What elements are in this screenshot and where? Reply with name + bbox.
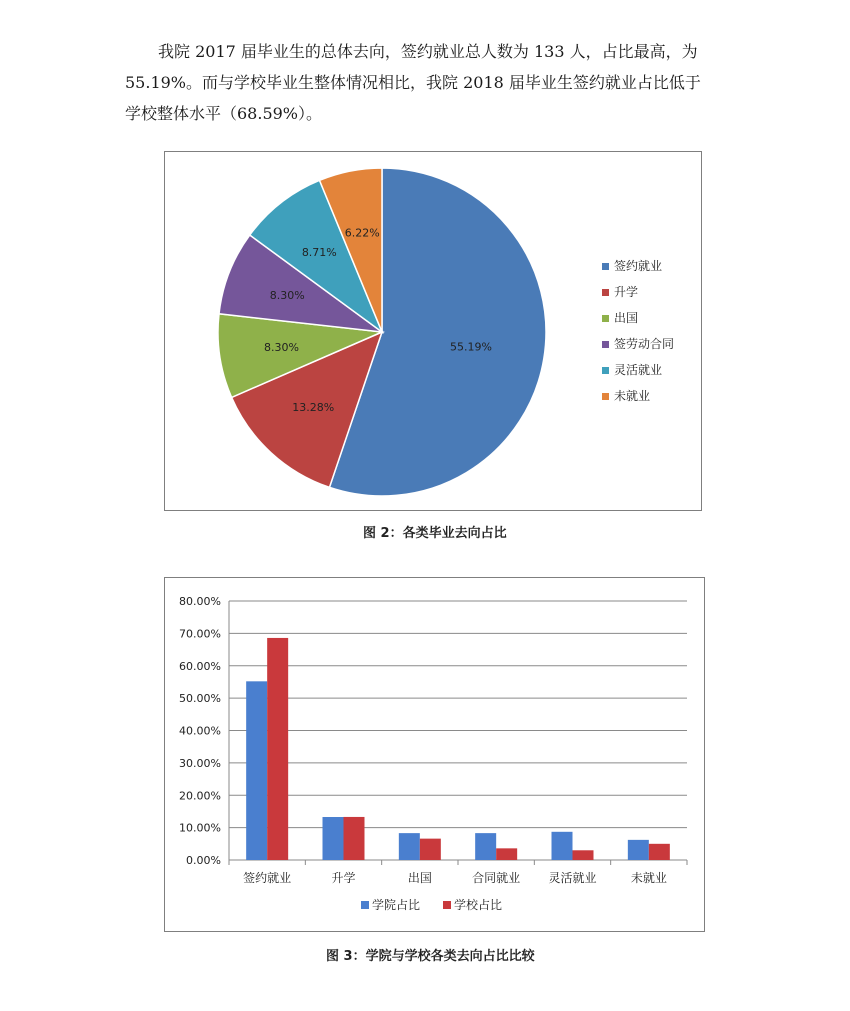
pie-legend-swatch-0 [602,263,609,270]
pie-slice-label-1: 13.28% [292,400,335,414]
bar-chart [165,578,706,933]
y-tick-label: 10.00% [179,821,221,835]
y-tick-label: 40.00% [179,724,221,738]
figure-2-caption: 图 2：各类毕业去向占比 [363,526,507,541]
pie-legend-swatch-3 [602,341,609,348]
pie-legend-label-5: 未就业 [614,389,651,403]
pie-legend-label-0: 签约就业 [614,259,663,273]
bar-1-5 [649,844,670,860]
paragraph-line-1: 我院 2017 届毕业生的总体去向，签约就业总人数为 133 人，占比最高，为 [158,42,698,61]
x-category-label: 未就业 [630,871,667,885]
figure-3-caption: 图 3：学院与学校各类去向占比比较 [326,949,535,964]
pie-chart-frame [164,151,702,511]
pie-legend-swatch-5 [602,393,609,400]
bar-legend-swatch-0 [361,901,369,909]
pie-legend-swatch-4 [602,367,609,374]
pie-legend-swatch-2 [602,315,609,322]
bar-0-3 [475,833,496,860]
x-category-label: 出国 [407,871,432,885]
pie-legend-swatch-1 [602,289,609,296]
bar-0-5 [628,840,649,860]
y-tick-label: 70.00% [179,627,221,641]
bar-1-0 [267,638,288,860]
pie-legend-label-1: 升学 [614,285,639,299]
paragraph-line-3: 学校整体水平（68.59%）。 [125,104,323,123]
x-category-label: 灵活就业 [548,871,597,885]
body-paragraph [125,36,735,129]
pie-slice-label-3: 8.30% [269,289,305,303]
bar-1-4 [573,850,594,860]
pie-legend-label-2: 出国 [614,311,639,325]
y-tick-label: 30.00% [179,756,221,770]
bar-legend-label-1: 学校占比 [454,898,503,912]
bar-legend-label-0: 学院占比 [372,898,421,912]
y-tick-label: 60.00% [179,659,221,673]
bar-0-1 [323,817,344,860]
bar-0-2 [399,833,420,860]
pie-slice-label-5: 6.22% [344,226,380,240]
bar-0-4 [552,832,573,860]
pie-slice-label-0: 55.19% [450,340,492,354]
bar-legend-swatch-1 [443,901,451,909]
bar-1-3 [496,848,517,860]
bar-1-2 [420,839,441,860]
bar-1-1 [344,817,365,860]
pie-slice-label-4: 8.71% [301,245,337,259]
x-category-label: 升学 [331,871,356,885]
x-category-label: 合同就业 [472,871,521,885]
y-tick-label: 50.00% [179,692,221,706]
y-tick-label: 20.00% [179,789,221,803]
bar-0-0 [246,681,267,860]
x-category-label: 签约就业 [243,871,292,885]
y-tick-label: 0.00% [186,854,221,867]
pie-legend-label-3: 签劳动合同 [614,337,675,351]
pie-legend-label-4: 灵活就业 [614,363,663,377]
y-tick-label: 80.00% [179,595,221,608]
paragraph-line-2: 55.19%。而与学校毕业生整体情况相比，我院 2018 届毕业生签约就业占比低于 [125,73,701,92]
pie-slice-label-2: 8.30% [263,341,299,355]
pie-chart [165,152,703,512]
bar-chart-frame [164,577,705,932]
